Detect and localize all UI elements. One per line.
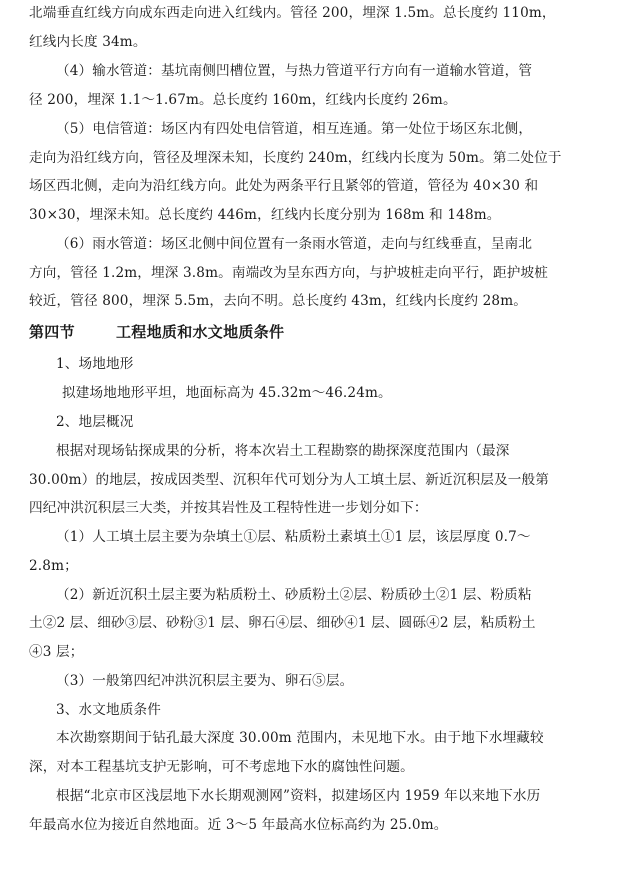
paragraph-line: 深，对本工程基坑支护无影响，可不考虑地下水的腐蚀性问题。 [29, 759, 414, 775]
paragraph-line: 2.8m； [29, 558, 78, 574]
paragraph-line: 场区西北侧，走向为沿红线方向。此处为两条平行且紧邻的管道，管径为 40×30 和 [29, 178, 539, 194]
paragraph-line: 本次勘察期间于钻孔最大深度 30.00m 范围内，未见地下水。由于地下水埋藏较 [56, 730, 544, 746]
paragraph-line: （5）电信管道：场区内有四处电信管道，相互连通。第一处位于场区东北侧， [56, 121, 533, 137]
paragraph-line: 北端垂直红线方向成东西走向进入红线内。管径 200，埋深 1.5m。总长度约 110m， [29, 5, 556, 21]
subsection-heading: 3、水文地质条件 [56, 702, 162, 718]
paragraph-line: （1）人工填土层主要为杂填土①层、粘质粉土素填土①1 层，该层厚度 0.7～ [56, 529, 531, 545]
paragraph-line: 年最高水位为接近自然地面。近 3～5 年最高水位标高约为 25.0m。 [29, 817, 448, 833]
paragraph-line: 土②2 层、细砂③层、砂粉③1 层、卵石④层、细砂④1 层、圆砾④2 层，粘质粉土 [29, 615, 536, 631]
paragraph-line: 四纪冲洪沉积层三大类，并按其岩性及工程特性进一步划分如下： [29, 500, 428, 516]
paragraph-line: 拟建场地地形平坦，地面标高为 45.32m～46.24m。 [62, 385, 392, 401]
paragraph-line: 较近，管径 800，埋深 5.5m，去向不明。总长度约 43m，红线内长度约 28m。 [29, 293, 527, 309]
paragraph-line: （6）雨水管道：场区北侧中间位置有一条雨水管道，走向与红线垂直，呈南北 [56, 236, 533, 252]
paragraph-line: 径 200，埋深 1.1～1.67m。总长度约 160m，红线内长度约 26m。 [29, 92, 457, 108]
paragraph-line: （3）一般第四纪冲洪沉积层主要为、卵石⑤层。 [56, 673, 354, 689]
paragraph-line: 30×30，埋深未知。总长度约 446m，红线内长度分别为 168m 和 148m。 [29, 207, 501, 223]
paragraph-line: 根据对现场钻探成果的分析，将本次岩土工程勘察的勘探深度范围内（最深 [56, 443, 510, 459]
subsection-heading: 1、场地地形 [56, 356, 134, 372]
paragraph-line: （2）新近沉积土层主要为粘质粉土、砂质粉土②层、粉质砂土②1 层、粉质粘 [56, 587, 532, 603]
section-heading [29, 322, 389, 342]
section-number: 第四节 [29, 323, 75, 341]
paragraph-line: 走向为沿红线方向，管径及埋深未知，长度约 240m，红线内长度为 50m。第二处位于 [29, 150, 562, 166]
paragraph-line: 30.00m）的地层，按成因类型、沉积年代可划分为人工填土层、新近沉积层及一般第 [29, 472, 549, 488]
paragraph-line: （4）输水管道：基坑南侧凹槽位置，与热力管道平行方向有一道输水管道，管 [56, 63, 533, 79]
paragraph-line: 根据“北京市区浅层地下水长期观测网”资料，拟建场区内 1959 年以来地下水历 [56, 788, 541, 804]
subsection-heading: 2、地层概况 [56, 414, 134, 430]
paragraph-line: 方向，管径 1.2m，埋深 3.8m。南端改为呈东西方向，与护坡桩走向平行，距护坡桩 [29, 265, 548, 281]
paragraph-line: ④3 层； [29, 644, 84, 660]
section-title: 工程地质和水文地质条件 [116, 323, 285, 341]
paragraph-line: 红线内长度 34m。 [29, 34, 147, 50]
